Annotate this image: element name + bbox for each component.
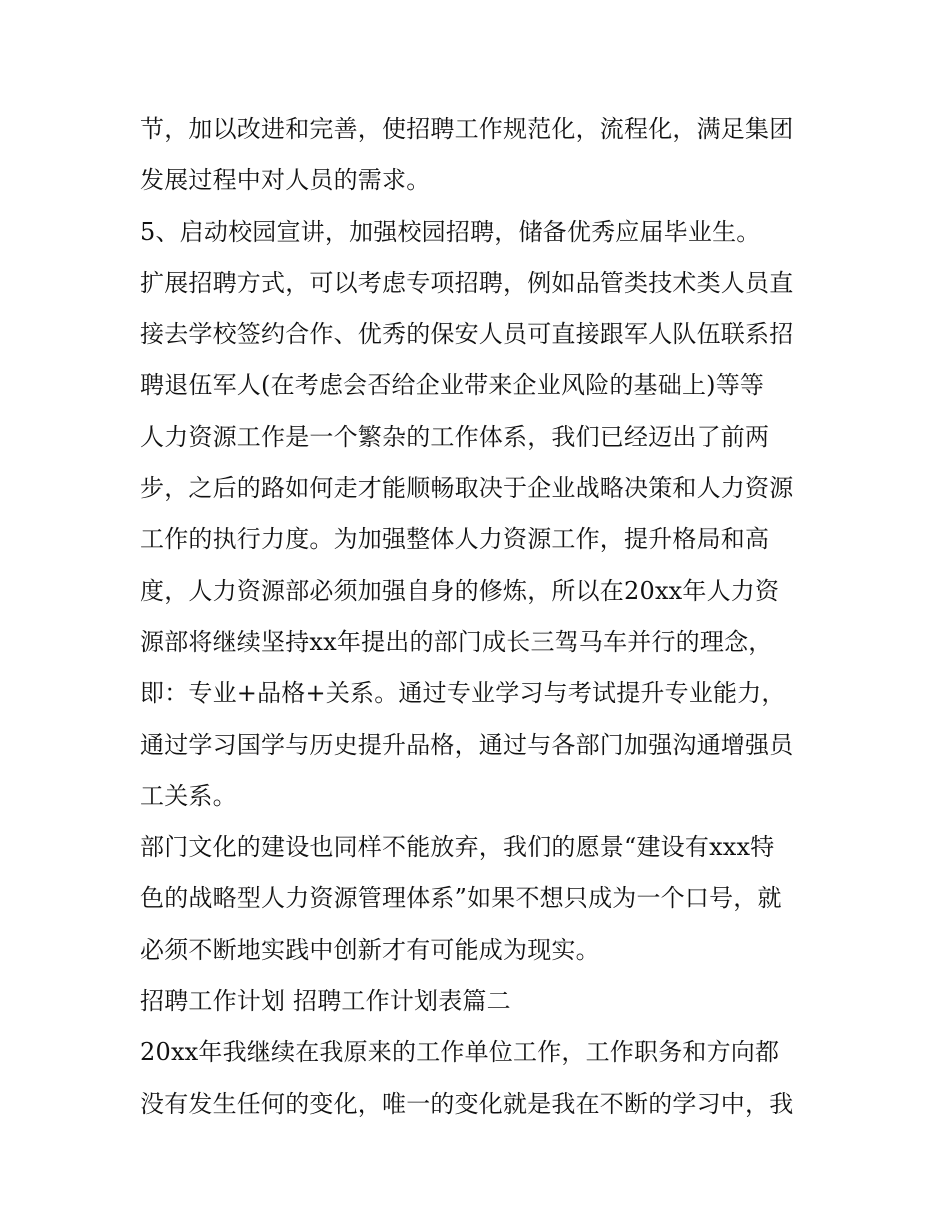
text-line: 没有发生任何的变化，唯一的变化就是我在不断的学习中，我 xyxy=(140,1089,794,1118)
text-line: 源部将继续坚持xx年提出的部门成长三驾马车并行的理念， xyxy=(140,627,773,656)
text-line: 度，人力资源部必须加强自身的修炼，所以在20xx年人力资 xyxy=(140,576,780,605)
text-line: 人力资源工作是一个繁杂的工作体系，我们已经迈出了前两 xyxy=(140,422,770,451)
text-line: 节，加以改进和完善，使招聘工作规范化，流程化，满足集团 xyxy=(140,115,794,143)
text-line: 5、启动校园宣讲，加强校园招聘，储备优秀应届毕业生。 xyxy=(140,217,761,246)
text-line: 色的战略型人力资源管理体系”如果不想只成为一个口号，就 xyxy=(140,884,782,913)
text-line: 扩展招聘方式，可以考虑专项招聘，例如品管类技术类人员直 xyxy=(140,268,794,297)
text-line: 必须不断地实践中创新才有可能成为现实。 xyxy=(140,935,600,964)
text-line: 发展过程中对人员的需求。 xyxy=(140,166,431,195)
text-line: 接去学校签约合作、优秀的保安人员可直接跟军人队伍联系招 xyxy=(140,320,794,349)
text-line: 20xx年我继续在我原来的工作单位工作，工作职务和方向都 xyxy=(140,1038,780,1067)
document-body xyxy=(140,104,830,1130)
text-line: 工关系。 xyxy=(140,781,237,810)
text-line: 工作的执行力度。为加强整体人力资源工作，提升格局和高 xyxy=(140,525,770,554)
text-line: 步，之后的路如何走才能顺畅取决于企业战略决策和人力资源 xyxy=(140,474,794,503)
text-line: 通过学习国学与历史提升品格，通过与各部门加强沟通增强员 xyxy=(140,730,794,759)
text-line: 聘退伍军人(在考虑会否给企业带来企业风险的基础上)等等 xyxy=(140,371,765,400)
text-line: 部门文化的建设也同样不能放弃，我们的愿景“建设有xxx特 xyxy=(140,833,775,862)
text-line: 即：专业+品格+关系。通过专业学习与考试提升专业能力， xyxy=(140,679,786,708)
section-heading: 招聘工作计划 招聘工作计划表篇二 xyxy=(140,987,511,1016)
